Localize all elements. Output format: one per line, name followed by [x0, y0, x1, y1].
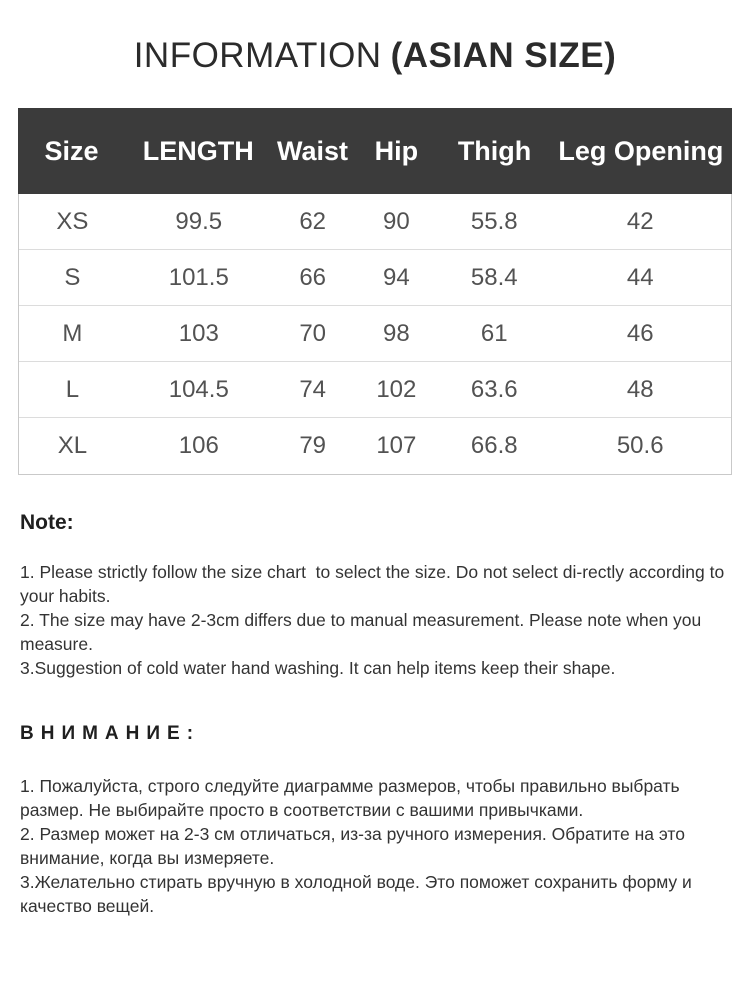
cell-waist: 74	[299, 375, 327, 403]
note-item-3: 3.Suggestion of cold water hand washing. It can help items keep their shape.	[20, 657, 616, 678]
cell-waist: 70	[299, 319, 327, 347]
size-table	[18, 108, 732, 475]
cell-length: 104.5	[168, 375, 229, 403]
table-header-row	[18, 108, 732, 194]
cell-hip: 98	[382, 319, 410, 347]
cell-thigh: 61	[480, 319, 508, 347]
attention-item-2: 2. Размер может на 2-3 см отличаться, из-за ручного измерения. Обратите на это внимание, когда вы измеряете.	[20, 823, 690, 868]
cell-size: L	[65, 375, 80, 403]
cell-leg-opening: 42	[626, 207, 654, 235]
attention-item-3: 3.Желательно стирать вручную в холодной воде. Это поможет сохранить форму и качество вещей.	[20, 871, 697, 916]
cell-size: S	[64, 263, 81, 291]
cell-leg-opening: 46	[626, 319, 654, 347]
header-cell-size: Size	[44, 135, 99, 166]
cell-length: 106	[178, 432, 219, 459]
header-cell-waist: Waist	[277, 135, 349, 166]
header-cell-thigh: Thigh	[457, 135, 532, 166]
cell-waist: 66	[299, 263, 327, 291]
cell-length: 103	[178, 319, 219, 347]
page-title-bold: (ASIAN SIZE)	[390, 36, 617, 75]
note-item-1: 1. Please strictly follow the size chart to select the size. Do not select di-rectly according to your habits.	[20, 562, 730, 606]
note-item-2: 2. The size may have 2-3cm differs due to manual measurement. Please note when you measure.	[20, 609, 707, 654]
table-row-xl	[19, 418, 731, 474]
cell-waist: 79	[299, 432, 327, 459]
page-title	[0, 0, 750, 76]
attention-heading: ВНИМАНИЕ:	[20, 722, 201, 744]
cell-size: XL	[57, 432, 88, 459]
cell-hip: 107	[376, 432, 417, 459]
cell-leg-opening: 48	[626, 375, 654, 403]
cell-leg-opening: 44	[626, 263, 654, 291]
cell-size: XS	[56, 207, 89, 235]
cell-waist: 62	[299, 207, 327, 235]
cell-length: 101.5	[168, 263, 229, 291]
note-heading: Note:	[20, 511, 74, 534]
table-row-s	[19, 250, 731, 306]
header-cell-length: LENGTH	[142, 135, 254, 166]
table-row-l	[19, 362, 731, 418]
cell-size: M	[62, 319, 83, 347]
attention-list	[20, 775, 728, 919]
cell-hip: 94	[382, 263, 410, 291]
cell-hip: 102	[376, 375, 417, 403]
page-title-regular: INFORMATION	[133, 36, 382, 75]
header-cell-leg-opening: Leg Opening	[558, 135, 724, 166]
cell-length: 99.5	[175, 207, 223, 235]
cell-thigh: 55.8	[470, 207, 518, 235]
table-body	[18, 194, 732, 475]
header-cell-hip: Hip	[374, 135, 419, 166]
table-row-m	[19, 306, 731, 362]
table-row-xs	[19, 194, 731, 250]
cell-hip: 90	[382, 207, 410, 235]
attention-item-1: 1. Пожалуйста, строго следуйте диаграмме размеров, чтобы правильно выбрать размер. Не выбирайте просто в соответствии с вашими привычками.	[20, 775, 685, 820]
cell-thigh: 63.6	[470, 375, 518, 403]
notes-section	[0, 511, 750, 919]
note-list	[20, 561, 728, 681]
cell-leg-opening: 50.6	[616, 432, 664, 459]
cell-thigh: 66.8	[470, 432, 518, 459]
cell-thigh: 58.4	[470, 263, 518, 291]
